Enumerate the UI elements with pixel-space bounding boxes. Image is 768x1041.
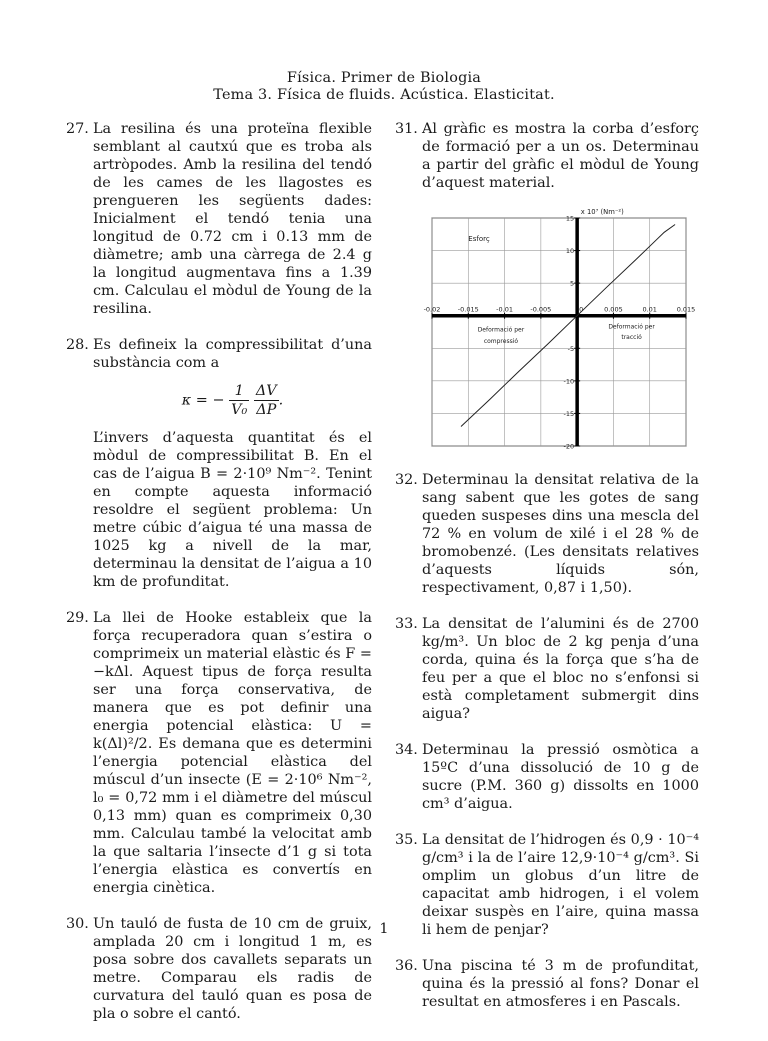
problem-text: La densitat de l’alumini és de 2700 kg/m³. Un bloc de 2 kg penja d’una corda, quina és la força que s’ha de feu per a que el bloc no s’enfonsi si està completament submergit dins aigua? [422, 616, 699, 722]
right-column [395, 120, 699, 192]
problem-32 [395, 471, 699, 597]
course-title: Física. Primer de Biologia [286, 70, 482, 86]
problem-text: Es defineix la compressibilitat d’una substància com a [93, 337, 372, 371]
y-tick-label: -15 [563, 409, 575, 418]
problem-36 [395, 957, 699, 1011]
y-unit-label: x 10⁷ (Nm⁻²) [580, 208, 624, 216]
y-tick-label: 5 [570, 279, 575, 288]
problem-text: La densitat de l’hidrogen és 0,9 · 10⁻⁴ g/cm³ i la de l’aire 12,9·10⁻⁴ g/cm³. Si omplim un globus d’un litre de capacitat amb hidrogen, i el volem deixar suspès en l’aire, quina massa li hem de penjar? [422, 832, 699, 938]
fraction-2 [254, 382, 279, 419]
x-label-negative: compressió [483, 338, 519, 346]
problem-number: 36. [395, 958, 418, 974]
problem-number: 31. [395, 121, 418, 137]
problem-number: 28. [66, 337, 89, 353]
stress-strain-chart [418, 203, 700, 461]
problem-text: Una piscina té 3 m de profunditat, quina és la pressió al fons? Donar el resultat en atmosferes i en Pascals. [422, 958, 699, 1010]
problem-number: 33. [395, 616, 418, 632]
formula-lhs: κ = − [181, 392, 225, 409]
problem-28 [66, 336, 372, 591]
x-tick-label: -0.02 [423, 305, 441, 314]
problem-31 [395, 120, 699, 192]
problem-text: Al gràfic es mostra la corba d’esforç de formació per a un os. Determinau a partir del gràfic el mòdul de Young d’aquest material. [422, 121, 699, 191]
problem-29 [66, 609, 372, 897]
y-tick-label: -10 [563, 377, 575, 386]
problem-number: 29. [66, 610, 89, 626]
x-label-negative: Deformació per [477, 326, 525, 334]
y-tick-label: 10 [565, 247, 575, 256]
formula-end: . [278, 392, 284, 409]
problem-number: 34. [395, 742, 418, 758]
fraction-1 [229, 382, 249, 419]
document-header [0, 70, 768, 104]
x-label-positive: tracció [621, 334, 642, 342]
problem-number: 27. [66, 121, 89, 137]
problem-33 [395, 615, 699, 723]
plot-area [432, 218, 686, 446]
y-tick-label: -5 [567, 344, 575, 353]
problem-text-continued: L’invers d’aquesta quantitat és el mòdul de compressibilitat B. En el cas de l’aigua B = 2·10⁹ Nm⁻². Tenint en compte aquesta informació resoldre el següent problema: Un metre cúbic d’aigua té una massa de 1025 kg a nivell de la mar, determinau la densitat de l’aigua a 10 km de profunditat. [93, 430, 372, 590]
problem-text: Determinau la densitat relativa de la sang sabent que les gotes de sang queden suspeses dins una mescla del 72 % en volum de xilé i el 28 % de bromobenzé. (Les densitats relatives d’aquests líquids són, respectivament, 0,87 i 1,50). [422, 472, 699, 596]
x-tick-label: -0.005 [530, 305, 552, 314]
x-tick-label: -0.01 [496, 305, 513, 314]
fraction-denominator: ΔP [256, 402, 277, 418]
problem-text: Un tauló de fusta de 10 cm de gruix, amplada 20 cm i longitud 1 m, es posa sobre dos cavallets separats un metre. Comparau els radis de curvatura del tauló quan es posa de pla o sobre el cantó. [93, 916, 372, 1022]
x-tick-label: 0.01 [642, 305, 657, 314]
problem-text: La resilina és una proteïna flexible semblant al cautxú que es troba als artròpodes. Amb la resilina del tendó de les cames de les llagostes es prengueren les següents dades: Inicialment el tendó tenia una longitud de 0.72 cm i 0.13 mm de diàmetre; amb una càrrega de 2.4 g la longitud augmentava fins a 1.39 cm. Calculau el mòdul de Young de la resilina. [93, 121, 372, 317]
problem-text: Determinau la pressió osmòtica a 15ºC d’una dissolució de 10 g de sucre (P.M. 360 g) dissolts en 1000 cm³ d’aigua. [422, 742, 699, 812]
x-label-positive: Deformació per [608, 323, 655, 331]
x-tick-label: 0 [579, 305, 584, 314]
problem-number: 35. [395, 832, 418, 848]
compressibility-formula [93, 382, 372, 419]
topic-title: Tema 3. Física de fluids. Acústica. Elasticitat. [213, 87, 555, 103]
problem-34 [395, 741, 699, 813]
right-column-lower [395, 471, 699, 1029]
y-tick-label: -20 [563, 442, 575, 451]
problem-text: La llei de Hooke estableix que la força recuperadora quan s’estira o comprimeix un material elàstic és F = −kΔl. Aquest tipus de força resulta ser una força conservativa, de manera que es pot definir una energia potencial elàstica: U = k(Δl)²/2. Es demana que es determini l’energia potencial elàstica del múscul d’un insecte (E = 2·10⁶ Nm⁻², l₀ = 0,72 mm i el diàmetre del múscul 0,13 mm) quan es comprimeix 0,30 mm. Calculau també la velocitat amb la que saltaria l’insecte d’1 g si tota l’energia elàstica es convertís en energia cinètica. [93, 610, 372, 896]
fraction-numerator: ΔV [255, 383, 277, 399]
left-column [66, 120, 372, 1041]
x-tick-label: 0.015 [676, 305, 696, 314]
series-label: Esforç [468, 234, 490, 243]
page-number: 1 [379, 921, 389, 937]
y-tick-label: 15 [565, 214, 575, 223]
fraction-denominator: V₀ [231, 402, 248, 418]
problem-27 [66, 120, 372, 318]
x-tick-label: -0.015 [457, 305, 479, 314]
problem-number: 30. [66, 916, 89, 932]
problem-number: 32. [395, 472, 418, 488]
fraction-numerator: 1 [229, 382, 249, 401]
x-tick-label: 0.005 [604, 305, 623, 314]
chart-svg [418, 203, 700, 461]
